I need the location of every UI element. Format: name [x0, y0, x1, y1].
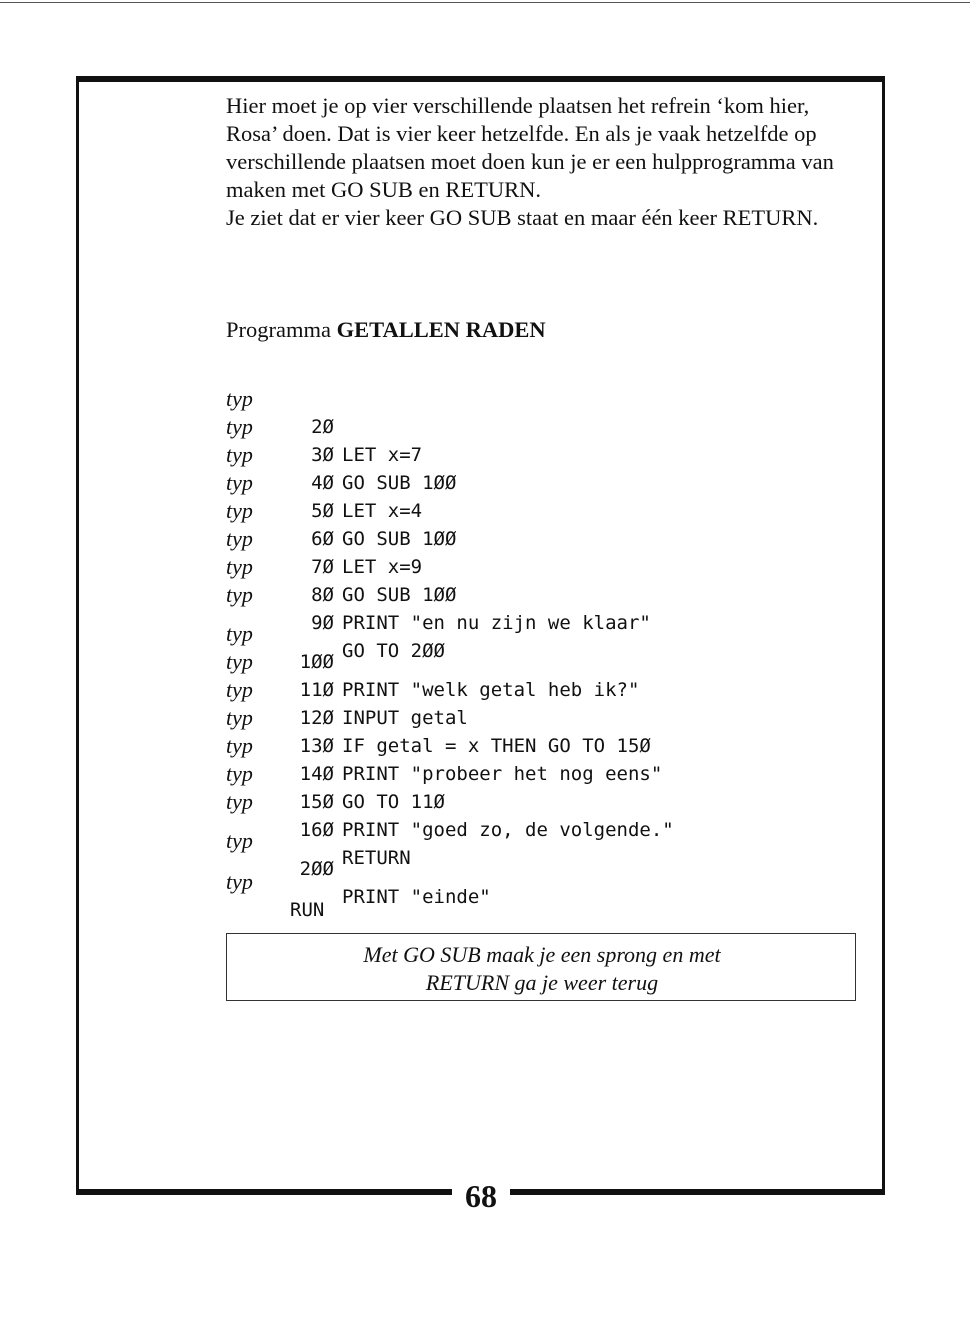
- typ-prompt: typ: [226, 789, 253, 814]
- line-statement: RETURN: [342, 847, 411, 869]
- typ-prompt: typ: [226, 733, 253, 758]
- typ-prompt: typ: [226, 386, 253, 411]
- summary-note-line-2: RETURN ga je weer terug: [425, 970, 659, 995]
- line-number: 14Ø: [299, 763, 334, 785]
- line-number: 16Ø: [299, 819, 334, 841]
- line-number: 6Ø: [311, 528, 334, 550]
- line-statement: GO SUB 1ØØ: [342, 584, 457, 606]
- line-statement: PRINT "welk getal heb ik?": [342, 679, 640, 701]
- line-number: 3Ø: [311, 444, 334, 466]
- line-number: 5Ø: [311, 500, 334, 522]
- frame-bottom-rule-right: [510, 1189, 885, 1195]
- line-statement: PRINT "en nu zijn we klaar": [342, 612, 651, 634]
- run-command: RUN: [290, 899, 325, 921]
- typ-prompt: typ: [226, 554, 253, 579]
- line-statement: GO TO 2ØØ: [342, 640, 445, 662]
- line-statement: PRINT "probeer het nog eens": [342, 763, 663, 785]
- line-statement: IF getal = x THEN GO TO 15Ø: [342, 735, 651, 757]
- line-statement: PRINT "goed zo, de volgende.": [342, 819, 674, 841]
- line-number: 13Ø: [299, 735, 334, 757]
- line-number: 11Ø: [299, 679, 334, 701]
- typ-prompt: typ: [226, 470, 253, 495]
- line-number: 2Ø: [311, 416, 334, 438]
- typ-prompt: typ: [226, 705, 253, 730]
- page-number: 68: [465, 1178, 497, 1214]
- typ-prompt: typ: [226, 414, 253, 439]
- line-number: 7Ø: [311, 556, 334, 578]
- typ-prompt: typ: [226, 828, 253, 853]
- typ-prompt: typ: [226, 677, 253, 702]
- line-statement: GO SUB 1ØØ: [342, 528, 457, 550]
- line-statement: PRINT "einde": [342, 886, 491, 908]
- typ-prompt: typ: [226, 621, 253, 646]
- summary-note-text: [227, 941, 857, 997]
- line-statement: LET x=7: [342, 444, 423, 466]
- line-statement: LET x=9: [342, 556, 423, 578]
- line-statement: INPUT getal: [342, 707, 468, 729]
- frame-top-rule: [76, 76, 885, 82]
- line-number: 4Ø: [311, 472, 334, 494]
- line-statement: GO TO 11Ø: [342, 791, 445, 813]
- summary-note-line-1: Met GO SUB maak je een sprong en met: [363, 942, 721, 967]
- intro-paragraph-1: Hier moet je op vier verschillende plaatsen het refrein ‘kom hier, Rosa’ doen. Dat is vier keer hetzelfde. En als je vaak hetzelfde op verschillende plaatsen moet doen kun je er een hulpprogramma van maken met GO SUB en RETURN.: [226, 93, 834, 202]
- line-statement: GO SUB 1ØØ: [342, 472, 457, 494]
- typ-prompt: typ: [226, 582, 253, 607]
- intro-text: [226, 92, 856, 232]
- typ-prompt: typ: [226, 526, 253, 551]
- typ-prompt: typ: [226, 869, 253, 894]
- line-number: 9Ø: [311, 612, 334, 634]
- line-number: 2ØØ: [299, 858, 334, 880]
- line-number: 12Ø: [299, 707, 334, 729]
- intro-paragraph-2: Je ziet dat er vier keer GO SUB staat en maar één keer RETURN.: [226, 205, 819, 230]
- line-number: 1ØØ: [299, 651, 334, 673]
- line-number: 15Ø: [299, 791, 334, 813]
- typ-prompt: typ: [226, 498, 253, 523]
- typ-prompt: typ: [226, 649, 253, 674]
- program-title: GETALLEN RADEN: [336, 317, 546, 342]
- typ-prompt: typ: [226, 761, 253, 786]
- program-heading-prefix: Programma: [226, 317, 331, 342]
- top-rule: [0, 2, 970, 3]
- typ-prompt: typ: [226, 442, 253, 467]
- frame-bottom-rule-left: [76, 1189, 452, 1195]
- line-number: 8Ø: [311, 584, 334, 606]
- summary-note-box: [226, 933, 856, 1001]
- line-statement: LET x=4: [342, 500, 423, 522]
- program-heading: [226, 316, 546, 344]
